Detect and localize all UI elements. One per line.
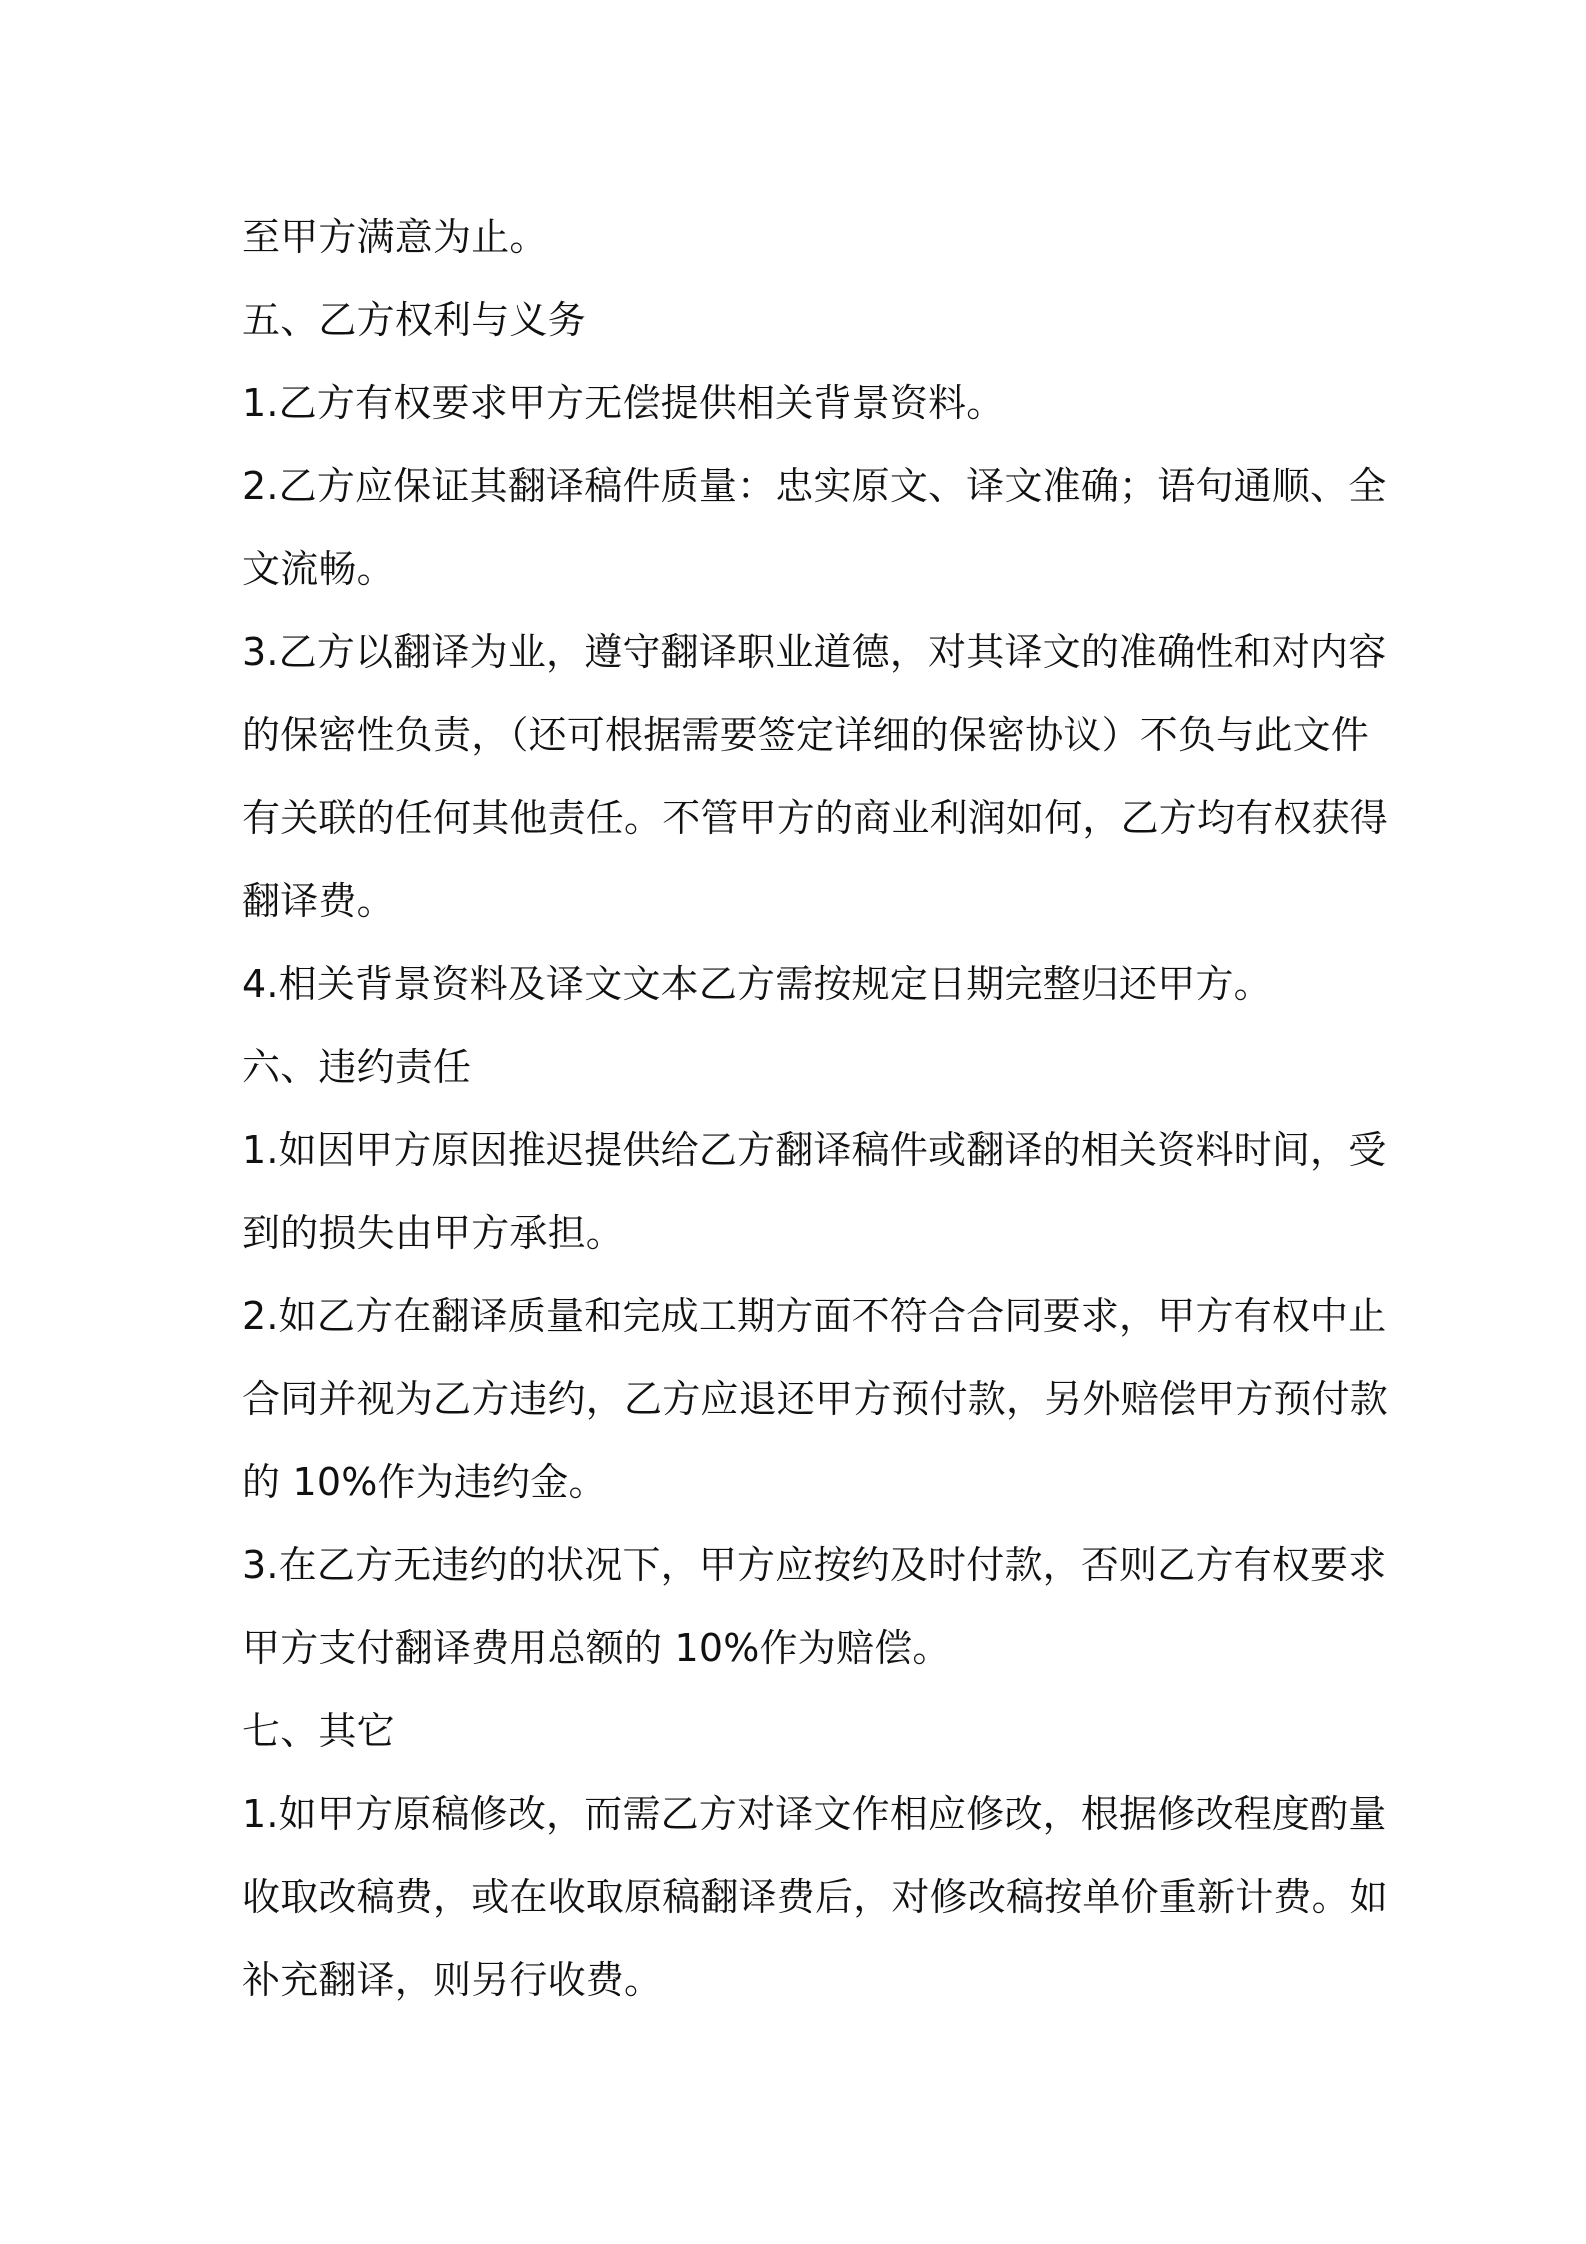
section-heading: 七、其它: [242, 1709, 395, 1753]
paragraph-line: 收取改稿费，或在收取原稿翻译费后，对修改稿按单价重新计费。如: [242, 1875, 1389, 1919]
section-heading: 六、违约责任: [242, 1045, 472, 1089]
paragraph-line: 至甲方满意为止。: [242, 215, 548, 259]
paragraph-line: 3.乙方以翻译为业，遵守翻译职业道德，对其译文的准确性和对内容: [242, 630, 1387, 674]
paragraph-line: 4.相关背景资料及译文文本乙方需按规定日期完整归还甲方。: [242, 962, 1272, 1006]
paragraph-line: 2.乙方应保证其翻译稿件质量：忠实原文、译文准确；语句通顺、全: [242, 464, 1387, 508]
paragraph-line: 文流畅。: [242, 547, 395, 591]
paragraph-line: 2.如乙方在翻译质量和完成工期方面不符合合同要求，甲方有权中止: [242, 1294, 1387, 1338]
paragraph-line: 3.在乙方无违约的状况下，甲方应按约及时付款，否则乙方有权要求: [242, 1543, 1387, 1587]
document-body: [242, 196, 1389, 2022]
paragraph-line: 1.如因甲方原因推迟提供给乙方翻译稿件或翻译的相关资料时间，受: [242, 1128, 1387, 1172]
section-heading: 五、乙方权利与义务: [242, 298, 586, 342]
paragraph-line: 到的损失由甲方承担。: [242, 1211, 625, 1255]
paragraph-line: 翻译费。: [242, 879, 395, 923]
paragraph-line: 1.如甲方原稿修改，而需乙方对译文作相应修改，根据修改程度酌量: [242, 1792, 1387, 1836]
paragraph-line: 甲方支付翻译费用总额的 10%作为赔偿。: [242, 1626, 951, 1670]
paragraph-line: 1.乙方有权要求甲方无偿提供相关背景资料。: [242, 381, 1005, 425]
paragraph-line: 的 10%作为违约金。: [242, 1460, 607, 1504]
paragraph-line: 的保密性负责，（还可根据需要签定详细的保密协议）不负与此文件: [242, 713, 1370, 757]
paragraph-line: 合同并视为乙方违约，乙方应退还甲方预付款，另外赔偿甲方预付款: [242, 1377, 1389, 1421]
paragraph-line: 有关联的任何其他责任。不管甲方的商业利润如何，乙方均有权获得: [242, 796, 1389, 840]
paragraph-line: 补充翻译，则另行收费。: [242, 1958, 663, 2002]
